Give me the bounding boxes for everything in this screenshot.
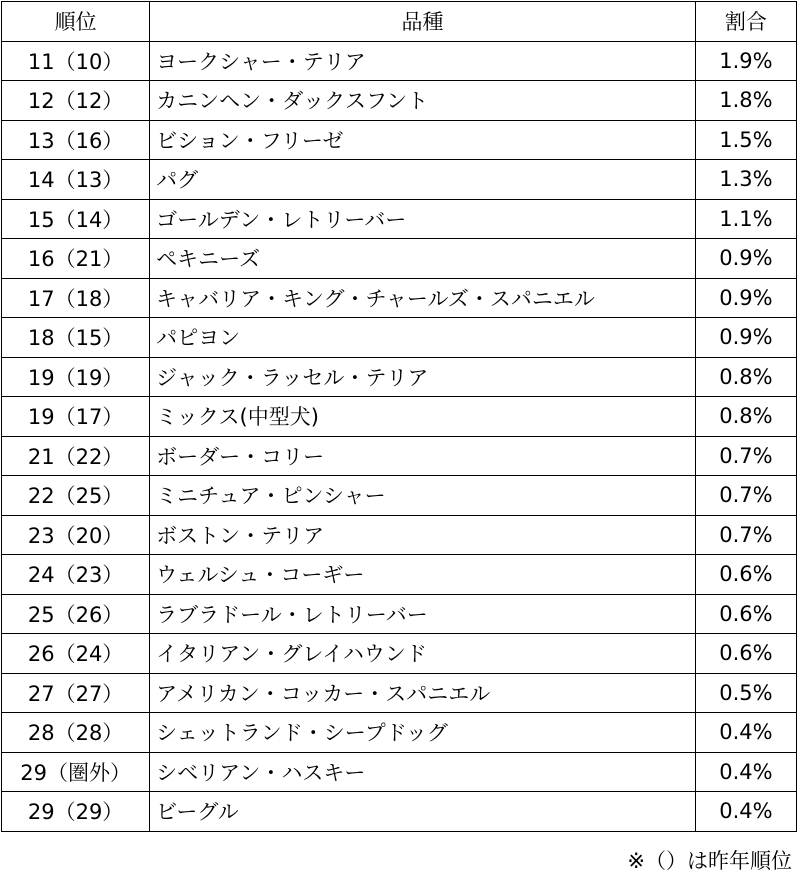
header-ratio: 割合 bbox=[695, 2, 796, 42]
ratio-cell: 0.7% bbox=[695, 515, 796, 555]
breed-cell: ボストン・テリア bbox=[150, 515, 696, 555]
ratio-cell: 1.9% bbox=[695, 41, 796, 81]
breed-cell: ミックス(中型犬) bbox=[150, 397, 696, 437]
rank-cell: 18（15） bbox=[2, 318, 150, 358]
rank-cell: 25（26） bbox=[2, 594, 150, 634]
ratio-cell: 0.4% bbox=[695, 713, 796, 753]
table-row bbox=[2, 160, 797, 200]
ratio-cell: 1.1% bbox=[695, 199, 796, 239]
ratio-cell: 0.9% bbox=[695, 278, 796, 318]
breed-ranking-table bbox=[1, 1, 797, 832]
header-rank: 順位 bbox=[2, 2, 150, 42]
rank-cell: 11（10） bbox=[2, 41, 150, 81]
rank-cell: 15（14） bbox=[2, 199, 150, 239]
table-row bbox=[2, 239, 797, 279]
rank-cell: 23（20） bbox=[2, 515, 150, 555]
rank-cell: 19（17） bbox=[2, 397, 150, 437]
footnote: ※（）は昨年順位 bbox=[627, 849, 792, 873]
table-row bbox=[2, 357, 797, 397]
ratio-cell: 0.4% bbox=[695, 752, 796, 792]
table-row bbox=[2, 792, 797, 832]
table-header bbox=[2, 2, 797, 42]
ratio-cell: 0.9% bbox=[695, 318, 796, 358]
table-row bbox=[2, 41, 797, 81]
table-row bbox=[2, 476, 797, 516]
rank-cell: 21（22） bbox=[2, 436, 150, 476]
table-row bbox=[2, 713, 797, 753]
header-breed: 品種 bbox=[150, 2, 696, 42]
breed-cell: ヨークシャー・テリア bbox=[150, 41, 696, 81]
ratio-cell: 0.4% bbox=[695, 792, 796, 832]
table-row bbox=[2, 199, 797, 239]
ratio-cell: 0.6% bbox=[695, 555, 796, 595]
ratio-cell: 0.6% bbox=[695, 594, 796, 634]
rank-cell: 22（25） bbox=[2, 476, 150, 516]
breed-cell: シベリアン・ハスキー bbox=[150, 752, 696, 792]
rank-cell: 24（23） bbox=[2, 555, 150, 595]
rank-cell: 19（19） bbox=[2, 357, 150, 397]
ratio-cell: 1.5% bbox=[695, 120, 796, 160]
table-body bbox=[2, 41, 797, 831]
rank-cell: 12（12） bbox=[2, 81, 150, 121]
table-row bbox=[2, 752, 797, 792]
rank-cell: 17（18） bbox=[2, 278, 150, 318]
breed-cell: ジャック・ラッセル・テリア bbox=[150, 357, 696, 397]
ratio-cell: 0.8% bbox=[695, 397, 796, 437]
breed-cell: ビーグル bbox=[150, 792, 696, 832]
breed-cell: ボーダー・コリー bbox=[150, 436, 696, 476]
breed-cell: イタリアン・グレイハウンド bbox=[150, 634, 696, 674]
table-row bbox=[2, 120, 797, 160]
breed-cell: アメリカン・コッカー・スパニエル bbox=[150, 673, 696, 713]
rank-cell: 14（13） bbox=[2, 160, 150, 200]
breed-cell: ペキニーズ bbox=[150, 239, 696, 279]
ratio-cell: 0.8% bbox=[695, 357, 796, 397]
rank-cell: 29（29） bbox=[2, 792, 150, 832]
breed-cell: パピヨン bbox=[150, 318, 696, 358]
table-row bbox=[2, 436, 797, 476]
breed-cell: ラブラドール・レトリーバー bbox=[150, 594, 696, 634]
ratio-cell: 0.7% bbox=[695, 476, 796, 516]
breed-cell: シェットランド・シープドッグ bbox=[150, 713, 696, 753]
rank-cell: 26（24） bbox=[2, 634, 150, 674]
ratio-cell: 0.9% bbox=[695, 239, 796, 279]
table-row bbox=[2, 673, 797, 713]
breed-cell: ウェルシュ・コーギー bbox=[150, 555, 696, 595]
rank-cell: 28（28） bbox=[2, 713, 150, 753]
breed-cell: カニンヘン・ダックスフント bbox=[150, 81, 696, 121]
header-row bbox=[2, 2, 797, 42]
breed-cell: パグ bbox=[150, 160, 696, 200]
table-row bbox=[2, 278, 797, 318]
rank-cell: 13（16） bbox=[2, 120, 150, 160]
rank-cell: 16（21） bbox=[2, 239, 150, 279]
table-row bbox=[2, 634, 797, 674]
ratio-cell: 1.8% bbox=[695, 81, 796, 121]
breed-cell: キャバリア・キング・チャールズ・スパニエル bbox=[150, 278, 696, 318]
table-row bbox=[2, 555, 797, 595]
rank-cell: 29（圏外） bbox=[2, 752, 150, 792]
table-row bbox=[2, 318, 797, 358]
breed-cell: ビション・フリーゼ bbox=[150, 120, 696, 160]
ratio-cell: 1.3% bbox=[695, 160, 796, 200]
breed-cell: ゴールデン・レトリーバー bbox=[150, 199, 696, 239]
table-row bbox=[2, 397, 797, 437]
table-row bbox=[2, 81, 797, 121]
table-row bbox=[2, 515, 797, 555]
ratio-cell: 0.7% bbox=[695, 436, 796, 476]
rank-cell: 27（27） bbox=[2, 673, 150, 713]
ratio-cell: 0.5% bbox=[695, 673, 796, 713]
ratio-cell: 0.6% bbox=[695, 634, 796, 674]
breed-cell: ミニチュア・ピンシャー bbox=[150, 476, 696, 516]
table-row bbox=[2, 594, 797, 634]
